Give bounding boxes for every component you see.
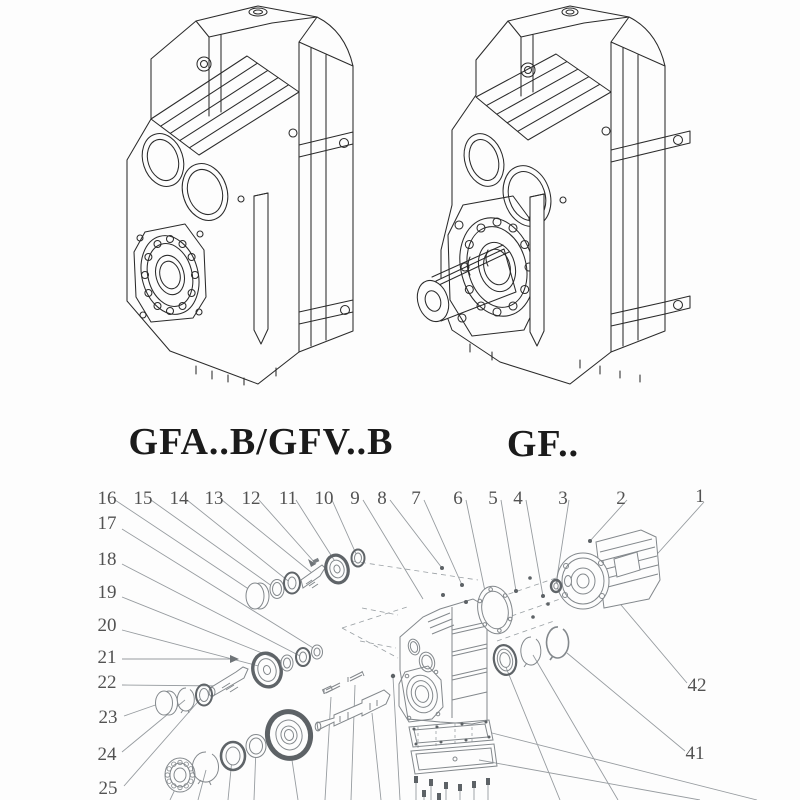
callout-10: 10 [314, 488, 334, 509]
callout-22: 22 [97, 672, 117, 693]
callout-25: 25 [98, 778, 118, 799]
left-model-label: GFA..B/GFV..B [128, 421, 394, 463]
callout-8: 8 [377, 488, 387, 509]
callout-2: 2 [616, 488, 626, 509]
left-housing-silhouette [127, 6, 353, 384]
exploded-housing [399, 593, 487, 724]
callout-1: 1 [695, 486, 705, 507]
callout-12: 12 [241, 488, 261, 509]
exploded-parts-diagram [98, 486, 758, 800]
large-snap-ring [192, 752, 218, 785]
callout-11: 11 [278, 488, 298, 509]
callout-7: 7 [411, 488, 421, 509]
callout-17: 17 [97, 513, 117, 534]
callout-19: 19 [97, 582, 117, 603]
callout-6: 6 [453, 488, 463, 509]
callout-41: 41 [685, 743, 705, 764]
second-stage-cap-rings [156, 685, 213, 716]
callout-16: 16 [97, 488, 117, 509]
snap-ring-b [547, 627, 569, 660]
callout-18: 18 [97, 549, 117, 570]
input-flange-parts [473, 580, 568, 677]
dowel-pin-2 [348, 671, 364, 682]
callout-23: 23 [98, 707, 118, 728]
motor [557, 530, 660, 609]
output-helical-gear [260, 705, 318, 766]
callout-14: 14 [169, 488, 189, 509]
callout-13: 13 [204, 488, 224, 509]
pan-bolts [414, 776, 490, 800]
callout-21: 21 [97, 647, 117, 668]
callout-5: 5 [488, 488, 498, 509]
callout-15: 15 [133, 488, 153, 509]
gasket [409, 720, 493, 747]
callout-3: 3 [558, 488, 568, 509]
callout-42: 42 [687, 675, 707, 696]
motor-shaft-stub [565, 576, 572, 587]
output-stage-parts [165, 671, 390, 792]
gasket-and-pan [409, 720, 497, 800]
oil-pan [411, 744, 497, 774]
callout-24: 24 [97, 744, 117, 765]
input-pinion-shaft [301, 565, 325, 588]
callout-4: 4 [513, 488, 523, 509]
right-model-label: GF.. [506, 423, 580, 465]
callout-20: 20 [97, 615, 117, 636]
callout-9: 9 [350, 488, 360, 509]
right-gearbox-drawing [412, 6, 690, 384]
right-housing-silhouette [441, 6, 665, 384]
intermediate-gear-parts [209, 645, 323, 697]
second-pinion-shaft [210, 667, 248, 696]
input-shaft-parts [246, 550, 365, 610]
left-gearbox-drawing [127, 6, 353, 385]
left-output-bearing-flange [133, 224, 208, 322]
